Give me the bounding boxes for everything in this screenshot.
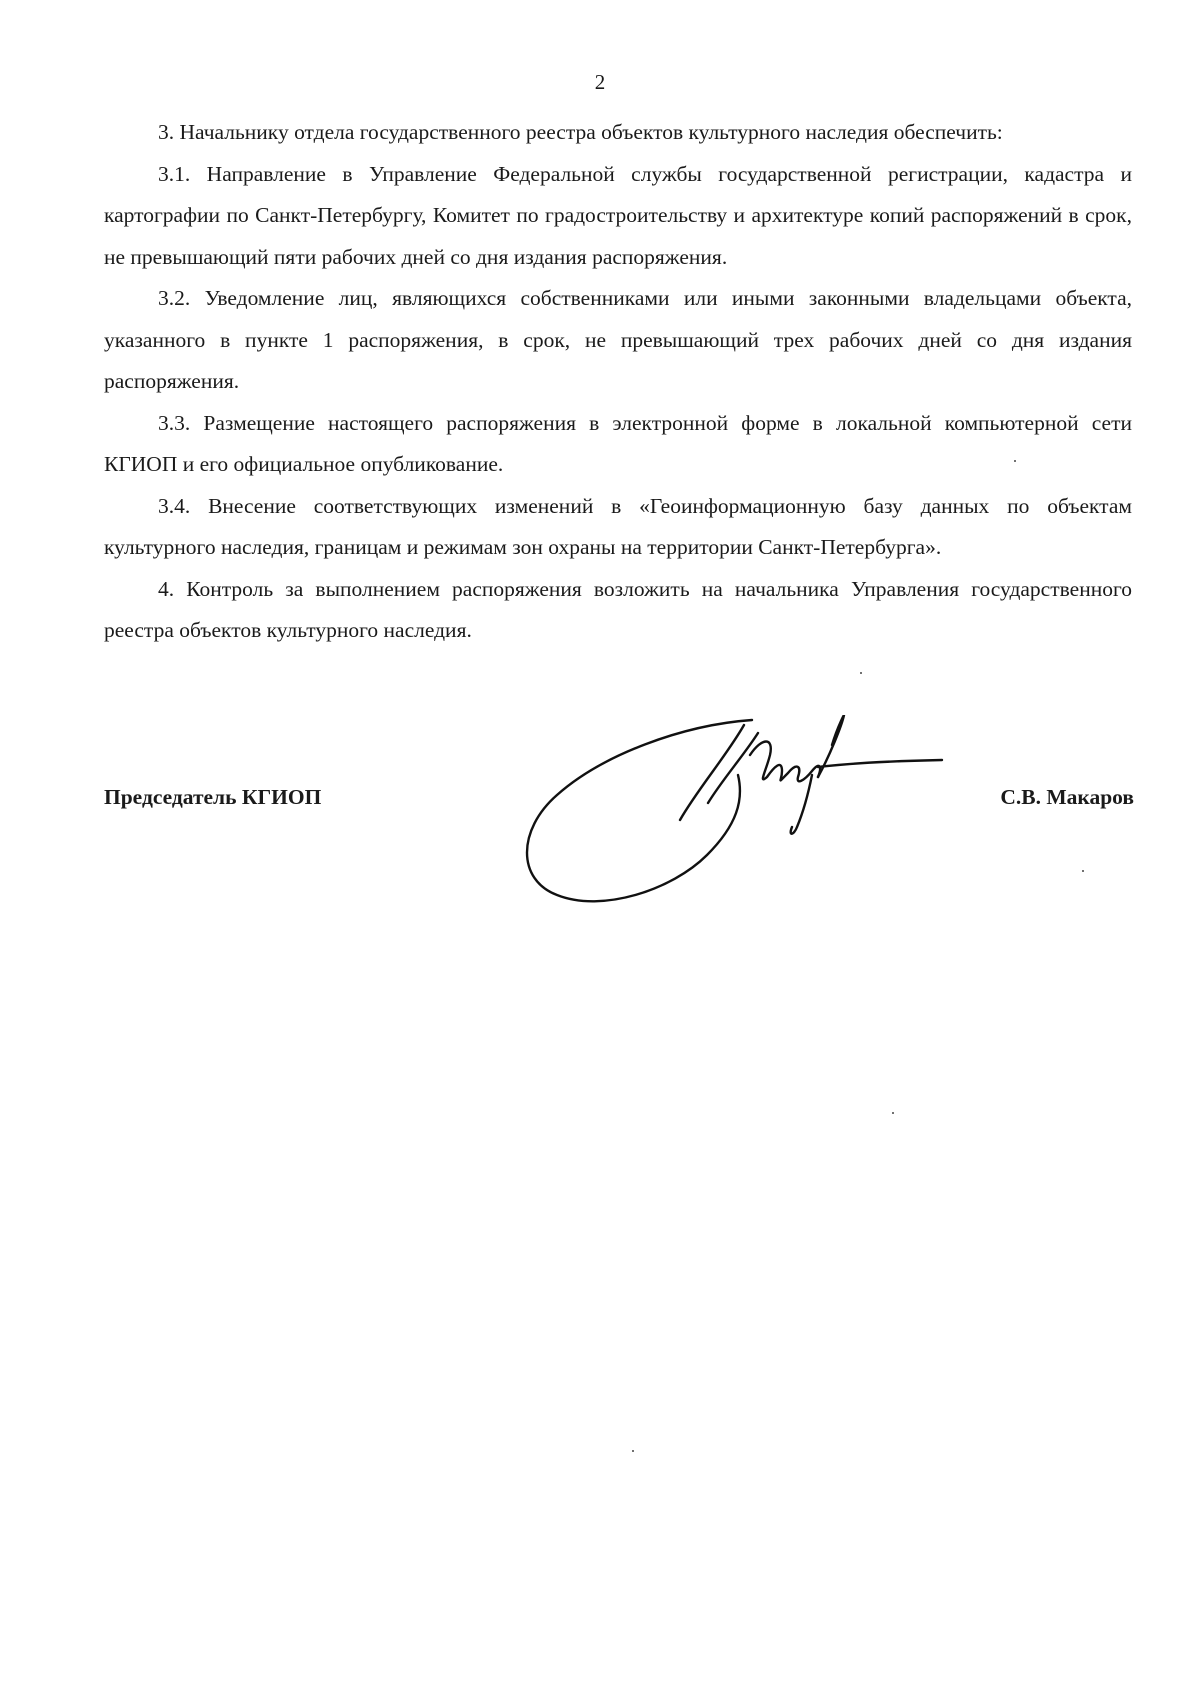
scan-speck [860, 672, 862, 674]
scan-speck [892, 1112, 894, 1114]
paragraph-3-1: 3.1. Направление в Управление Федеральной службы государственной регистрации, кадастра и картографии по Санкт-Петербургу, Комитет по градостроительству и архитектуре копий распоряжений в срок, не превышающий пяти рабочих дней со дня издания распоряжения. [104, 161, 1132, 269]
scan-speck [1082, 870, 1084, 872]
paragraph-3-4: 3.4. Внесение соответствующих изменений в «Геоинформационную базу данных по объектам культурного наследия, границам и режимам зон охраны на территории Санкт-Петербурга». [104, 493, 1132, 559]
paragraph-3-3: 3.3. Размещение настоящего распоряжения в электронной форме в локальной компьютерной сети КГИОП и его официальное опубликование. [104, 410, 1132, 476]
handwritten-signature [512, 715, 962, 915]
scan-speck [1014, 460, 1016, 462]
signer-name: С.В. Макаров [1000, 785, 1134, 809]
document-body [104, 112, 1132, 652]
scan-speck [632, 1450, 634, 1452]
page-number: 2 [594, 70, 606, 94]
paragraph-3-2: 3.2. Уведомление лиц, являющихся собственниками или иными законными владельцами объекта, указанного в пункте 1 распоряжения, в срок, не превышающий трех рабочих дней со дня издания распоряжения. [104, 286, 1132, 393]
paragraph-4: 4. Контроль за выполнением распоряжения возложить на начальника Управления государственного реестра объектов культурного наследия. [104, 576, 1132, 642]
signer-position: Председатель КГИОП [104, 785, 322, 809]
paragraph-3: 3. Начальнику отдела государственного реестра объектов культурного наследия обеспечить: [158, 120, 1003, 144]
